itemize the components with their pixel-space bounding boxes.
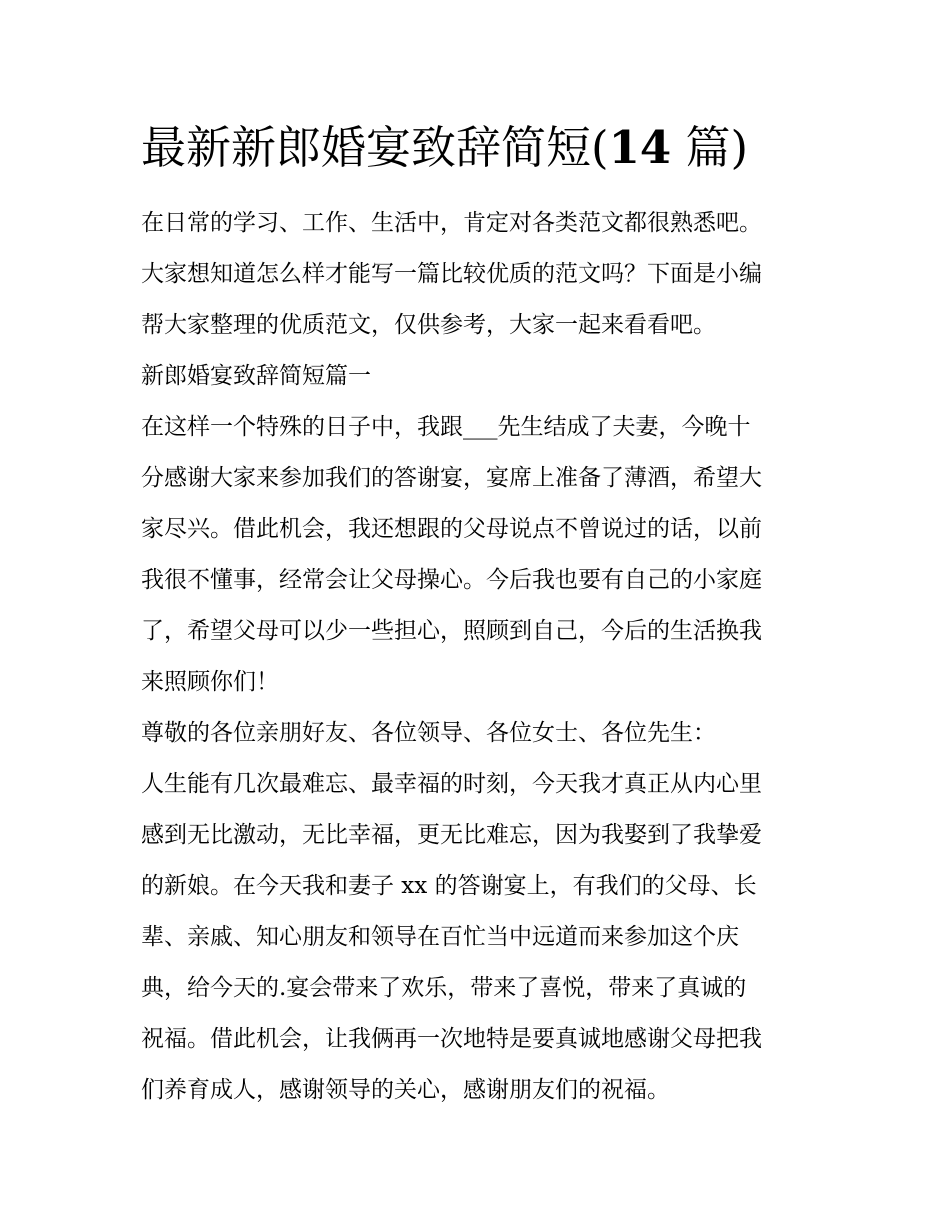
text-line: 分感谢大家来参加我们的答谢宴，宴席上准备了薄酒，希望大 [141,465,762,491]
text-line: 我很不懂事，经常会让父母操心。今后我也要有自己的小家庭 [141,567,762,593]
text-line: 的新娘。在今天我和妻子 xx 的答谢宴上，有我们的父母、长 [141,873,757,899]
text-line: 在日常的学习、工作、生活中，肯定对各类范文都很熟悉吧。 [141,210,762,236]
text-line: 来照顾你们！ [141,669,279,695]
text-line: 感到无比激动，无比幸福，更无比难忘，因为我娶到了我挚爱 [141,822,762,848]
text-line: 在这样一个特殊的日子中，我跟___先生结成了夫妻，今晚十 [141,414,751,440]
text-line: 典，给今天的.宴会带来了欢乐，带来了喜悦，带来了真诚的 [141,975,747,1001]
text-line: 尊敬的各位亲朋好友、各位领导、各位女士、各位先生： [141,720,716,746]
text-line: 家尽兴。借此机会，我还想跟的父母说点不曾说过的话，以前 [141,516,762,542]
text-line: 大家想知道怎么样才能写一篇比较优质的范文吗？下面是小编 [141,261,762,287]
text-line: 辈、亲戚、知心朋友和领导在百忙当中远道而来参加这个庆 [141,924,739,950]
page-title [141,116,841,180]
text-line: 们养育成人，感谢领导的关心，感谢朋友们的祝福。 [141,1077,670,1103]
title-text: 最新新郎婚宴致辞简短( [141,121,609,174]
title-suffix: 篇) [671,121,749,174]
text-line: 人生能有几次最难忘、最幸福的时刻，今天我才真正从内心里 [141,771,762,797]
text-line: 祝福。借此机会，让我俩再一次地特是要真诚地感谢父母把我 [141,1026,762,1052]
text-line: 了，希望父母可以少一些担心，照顾到自己，今后的生活换我 [141,618,762,644]
section-heading: 新郎婚宴致辞简短篇一 [141,363,371,389]
document-body [141,198,821,1116]
title-number: 14 [608,121,672,174]
text-line: 帮大家整理的优质范文，仅供参考，大家一起来看看吧。 [141,312,716,338]
